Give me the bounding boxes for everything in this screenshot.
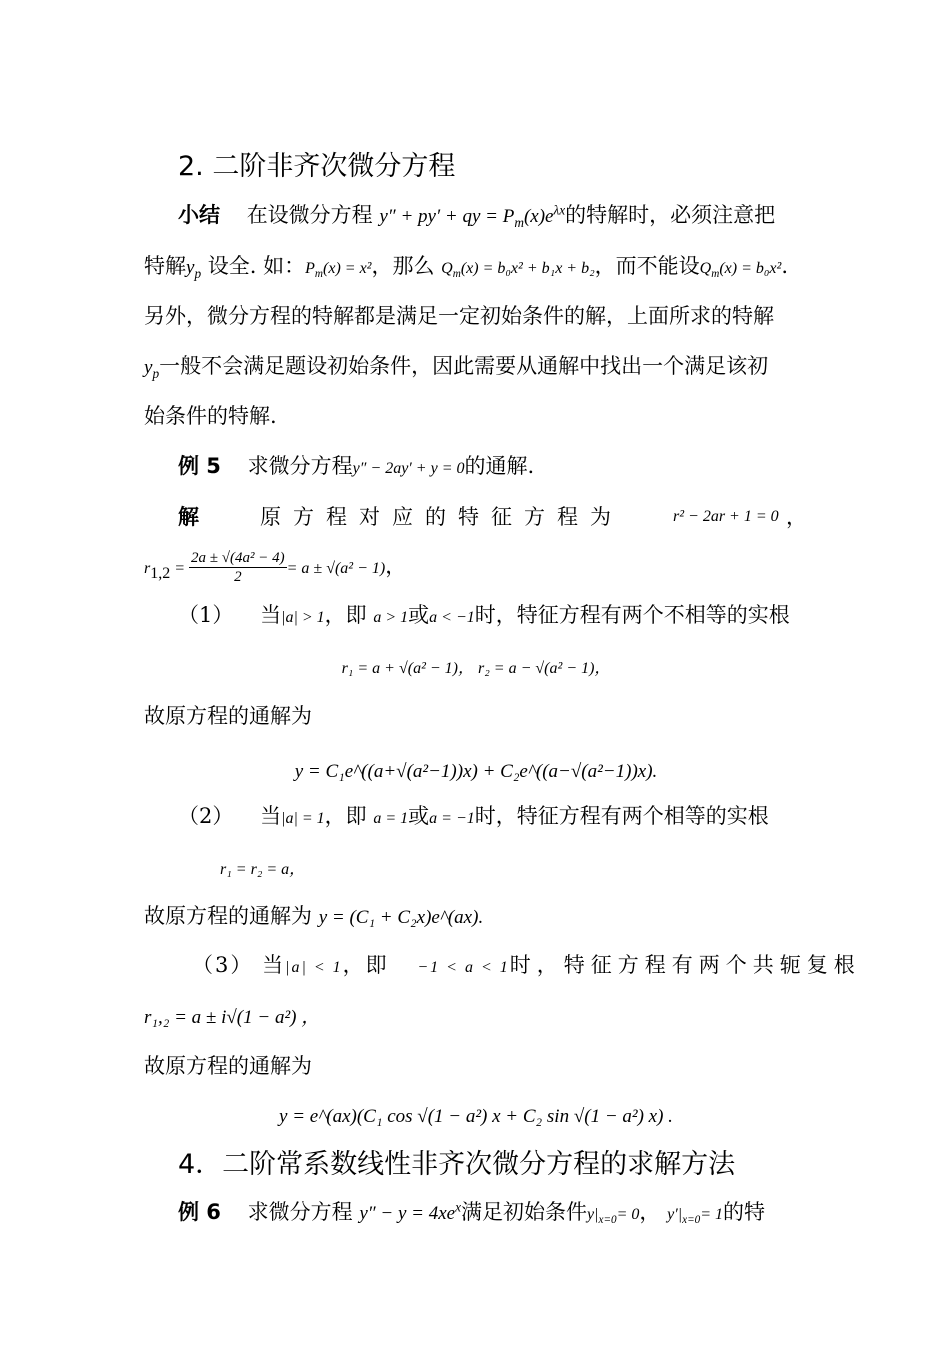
math-yp: $y_p$ [186, 257, 202, 281]
summary-line-4: $y_p$一般不会满足题设初始条件，因此需要从通解中找出一个满足该初 [144, 354, 769, 381]
roots-formula: $r_{1,2}$ = $\frac{\text{2a ± √(4a² − 4)}}{2}$ = a ± √(a² − 1)， [144, 550, 407, 585]
case-1-general-label: 故原方程的通解为 [144, 704, 312, 728]
equation: $y'' - y = 4xe^x$ [359, 1199, 462, 1224]
summary-label: 小结 [178, 203, 220, 227]
fraction: $\frac{\text{2a ± √(4a² − 4)}}{2}$ [191, 550, 285, 585]
case-1-roots: r₁ = a + √(a² − 1)， r₂ = a − √(a² − 1)， [341, 660, 611, 677]
section-heading: 2. 二阶非齐次微分方程 [178, 151, 456, 182]
equation: y″ − 2ay′ + y = 0 [352, 460, 465, 477]
case-1: （1） 当|a| > 1，即 a > 1或a < −1时，特征方程有两个不相等的实根 [178, 603, 790, 627]
equation: $P_m(x) = x^2$ [305, 260, 372, 281]
equation: y″ + py′ + qy = $P_m(x)e^{\lambda x}$ [379, 202, 566, 230]
summary-line-1: 小结 在设微分方程 y″ + py′ + qy = $P_m(x)e^{\lambda x}$的特解时，必须注意把 [178, 202, 776, 230]
solution-line: 解 原方程对应的特征方程为 r² − 2ar + 1 = 0 ， [178, 505, 807, 529]
example-6: 例 6 求微分方程 $y'' - y = 4xe^x$满足初始条件$y|_{x=0}= 0$， $y'|_{x=0}= 1$的特 [178, 1199, 766, 1227]
example-label: 例 6 [178, 1200, 221, 1224]
case-3-roots: r₁,₂ = a ± i√(1 − a²) ， [144, 1007, 321, 1028]
example-label: 例 5 [178, 454, 221, 478]
case-2-roots: r₁ = r₂ = a， [220, 861, 306, 878]
summary-line-5: 始条件的特解. [144, 404, 277, 428]
char-equation: r² − 2ar + 1 = 0 [673, 508, 779, 525]
case-1-solution: y = C₁e^((a+√(a²−1))x) + C₂e^((a−√(a²−1))x). [294, 761, 658, 782]
summary-line-2: 特解$y_p$ 设全. 如：$P_m(x) = x^2$，那么 $Q_m(x) = b_0x^2 + b_1x + b_2$，而不能设$Q_m(x) = b_0x^2$. [144, 254, 789, 281]
example-5: 例 5 求微分方程y″ − 2ay′ + y = 0的通解. [178, 454, 535, 478]
case-3: （3） 当|a| < 1，即 −1 < a < 1时，特征方程有两个共轭复根 [192, 953, 861, 977]
case-3-general-label: 故原方程的通解为 [144, 1054, 312, 1078]
case-3-solution: y = e^(ax)(C₁ cos √(1 − a²) x + C₂ sin √(1 − a²) x) . [279, 1106, 673, 1127]
math-yp: $y_p$ [144, 357, 160, 381]
equation: $Q_m(x) = b_0x^2 + b_1x + b_2$ [441, 260, 595, 281]
section-heading-4: 4．二阶常系数线性非齐次微分方程的求解方法 [178, 1149, 736, 1180]
case-2-general: 故原方程的通解为 y = (C₁ + C₂x)e^(ax). [144, 904, 484, 928]
solution-label: 解 [178, 505, 199, 529]
case-2: （2） 当|a| = 1，即 a = 1或a = −1时，特征方程有两个相等的实根 [178, 804, 769, 828]
equation: $Q_m(x) = b_0x^2$ [699, 260, 782, 281]
summary-line-3: 另外，微分方程的特解都是满足一定初始条件的解，上面所求的特解 [144, 304, 774, 328]
